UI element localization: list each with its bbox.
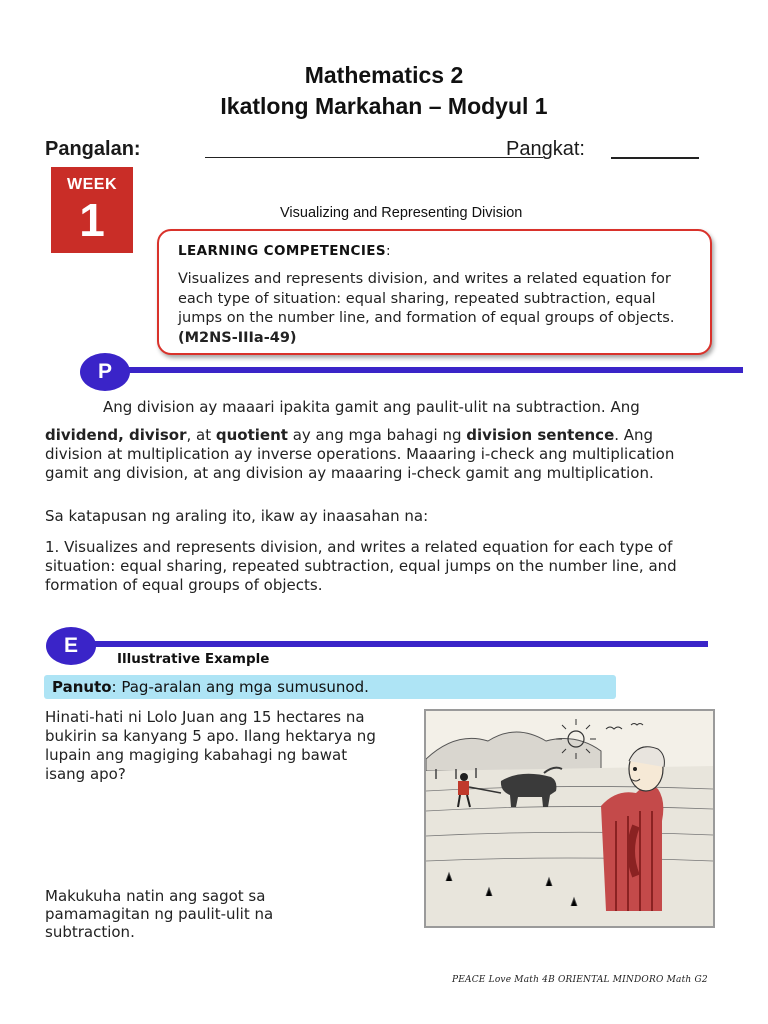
name-group-row <box>45 138 725 166</box>
directions-text: : Pag-aralan ang mga sumusunod. <box>111 678 369 696</box>
competency-code: (M2NS-IIIa-49) <box>178 329 297 346</box>
word-problem-text: Hinati-hati ni Lolo Juan ang 15 hectares na bukirin sa kanyang 5 apo. Ilang hektarya ng lupain ang magiging kabahagi ng bawat isang apo? <box>45 708 376 783</box>
name-label: Pangalan: <box>45 138 141 160</box>
week-number: 1 <box>79 194 105 246</box>
directions-label: Panuto <box>52 678 112 696</box>
week-badge <box>51 167 133 253</box>
intro-paragraph <box>45 426 715 483</box>
section-p-divider <box>120 367 743 373</box>
illustrative-example-title: Illustrative Example <box>117 651 270 667</box>
answer-explanation-text: Makukuha natin ang sagot sa pamamagitan ng paulit-ulit na subtraction. <box>45 887 274 941</box>
competencies-heading: LEARNING COMPETENCIES <box>178 243 387 259</box>
name-blank-line[interactable] <box>205 157 543 158</box>
term-quotient: quotient <box>215 426 288 444</box>
farm-illustration-drawing <box>426 711 713 926</box>
intro-text-rest: . Ang division at multiplication ay inverse operations. Maaaring i-check ang multiplication gamit ang division, at ang division ay maaaring i-check gamit ang multiplication. <box>45 426 675 482</box>
competencies-heading-colon: : <box>386 243 391 259</box>
group-blank-line[interactable] <box>611 157 699 159</box>
objective-text: 1. Visualizes and represents division, and writes a related equation for each type of situation: equal sharing, repeated subtraction, equal jumps on the number line, and formation of equal groups of objects. <box>45 538 677 594</box>
intro-text-at: , at <box>186 426 216 444</box>
learning-competencies-title <box>178 243 391 259</box>
module-subtitle: Ikatlong Markahan – Modyul 1 <box>220 93 548 119</box>
group-label: Pangkat: <box>506 138 585 160</box>
directions-bar <box>44 675 616 699</box>
learning-competencies-text <box>178 270 698 348</box>
learning-competencies-box <box>157 229 712 355</box>
section-e-divider <box>70 641 708 647</box>
term-division-sentence: division sentence <box>466 426 615 444</box>
intro-line-1: Ang division ay maaari ipakita gamit ang paulit-ulit na subtraction. Ang <box>103 398 640 416</box>
intro-text-mid: ay ang mga bahagi ng <box>287 426 467 444</box>
farm-illustration <box>424 709 715 928</box>
lesson-topic: Visualizing and Representing Division <box>280 205 523 221</box>
competencies-body: Visualizes and represents division, and writes a related equation for each type of situation: equal sharing, repeated subtraction, equal jumps on the number line, and formation of equal groups of objects. <box>178 271 675 326</box>
module-title: Mathematics 2 <box>304 62 464 88</box>
expectation-text: Sa katapusan ng araling ito, ikaw ay inaasahan na: <box>45 507 429 525</box>
term-dividend-divisor: dividend, divisor <box>45 426 187 444</box>
section-e-badge: E <box>46 627 96 665</box>
section-p-badge: P <box>80 353 130 391</box>
page-footer: PEACE Love Math 4B ORIENTAL MINDORO Math G2 <box>452 975 708 985</box>
week-label: WEEK <box>67 176 117 193</box>
